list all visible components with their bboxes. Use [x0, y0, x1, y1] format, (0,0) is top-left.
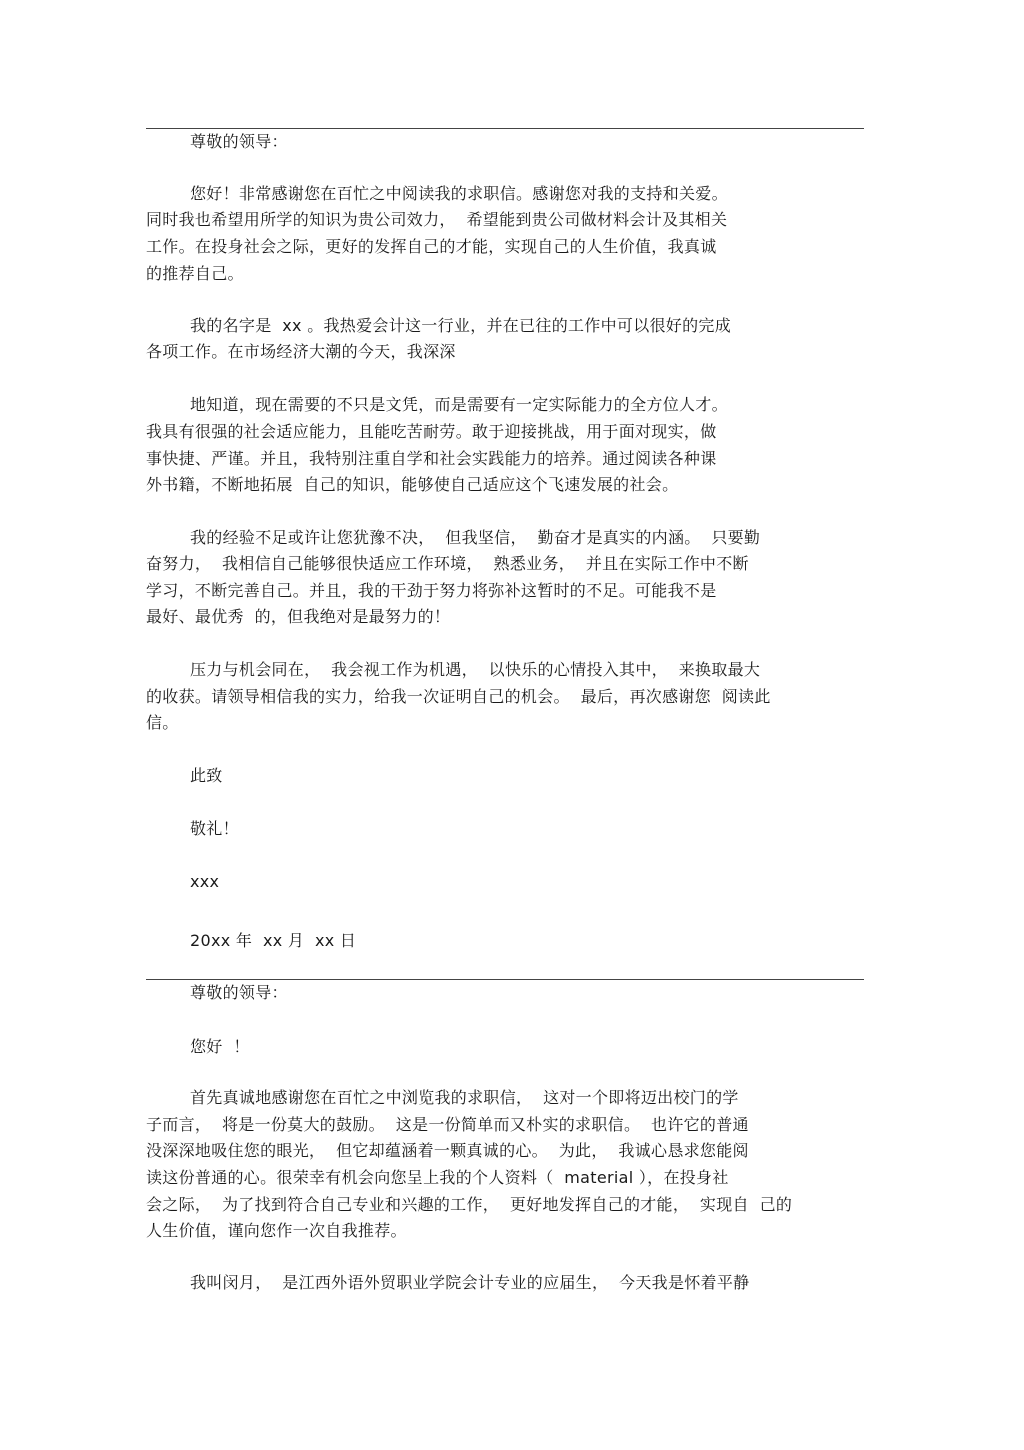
- letter1-p1-line2: 同时我也希望用所学的知识为贵公司效力， 希望能到贵公司做材料会计及其相关: [146, 210, 728, 229]
- letter1-p4-line2: 奋努力， 我相信自己能够很快适应工作环境， 熟悉业务， 并且在实际工作中不断: [146, 554, 749, 573]
- letter1-p5-line1: 压力与机会同在， 我会视工作为机遇， 以快乐的心情投入其中， 来换取最大: [190, 660, 761, 679]
- letter1-p5-line3: 信。: [146, 713, 179, 732]
- letter2-p2-line1: 我叫闵月， 是江西外语外贸职业学院会计专业的应届生， 今天我是怀着平静: [190, 1273, 750, 1292]
- letter1-p4-line3: 学习，不断完善自己。并且，我的干劲于努力将弥补这暂时的不足。可能我不是: [146, 581, 717, 600]
- letter1-p4-line1: 我的经验不足或许让您犹豫不决， 但我坚信， 勤奋才是真实的内涵。 只要勤: [190, 528, 761, 547]
- letter1-p3-line4: 外书籍，不断地拓展 自己的知识，能够使自己适应这个飞速发展的社会。: [146, 475, 679, 494]
- letter1-p3-line3: 事快捷、严谨。并且，我特别注重自学和社会实践能力的培养。通过阅读各种课: [146, 449, 717, 468]
- letter2-greeting: 您好 ！: [190, 1037, 250, 1056]
- letter2-p1-line4: 读这份普通的心。很荣幸有机会向您呈上我的个人资料（ material ），在投身社: [146, 1168, 729, 1187]
- top-divider: [146, 128, 864, 129]
- letter1-p3-line1: 地知道，现在需要的不只是文凭，而是需要有一定实际能力的全方位人才。: [190, 395, 728, 414]
- letter1-p2-line1: 我的名字是 xx 。我热爱会计这一行业，并在已往的工作中可以很好的完成: [190, 316, 731, 335]
- letter1-closing-jingli: 敬礼！: [190, 819, 239, 838]
- letter1-p5-line2: 的收获。请领导相信我的实力，给我一次证明自己的机会。 最后，再次感谢您 阅读此: [146, 687, 771, 706]
- letter2-p1-line5: 会之际， 为了找到符合自己专业和兴趣的工作， 更好地发挥自己的才能， 实现自 己的: [146, 1195, 793, 1214]
- letter1-p4-line4: 最好、最优秀 的，但我绝对是最努力的！: [146, 607, 451, 626]
- letter1-closing-zhizhi: 此致: [190, 766, 223, 785]
- letter2-p1-line3: 没深深地吸住您的眼光， 但它却蕴涵着一颗真诚的心。 为此， 我诚心恳求您能阅: [146, 1141, 749, 1160]
- letter1-p1-line4: 的推荐自己。: [146, 264, 244, 283]
- section-divider: [146, 979, 864, 980]
- letter2-p1-line6: 人生价值，谨向您作一次自我推荐。: [146, 1221, 407, 1240]
- letter1-signature: xxx: [190, 872, 220, 891]
- letter2-salutation: 尊敬的领导：: [190, 983, 288, 1002]
- letter1-p1-line1: 您好！非常感谢您在百忙之中阅读我的求职信。感谢您对我的支持和关爱。: [190, 184, 728, 203]
- letter1-date: 20xx 年 xx 月 xx 日: [190, 931, 357, 950]
- letter2-p1-line1: 首先真诚地感谢您在百忙之中浏览我的求职信， 这对一个即将迈出校门的学: [190, 1088, 739, 1107]
- letter1-p1-line3: 工作。在投身社会之际，更好的发挥自己的才能，实现自己的人生价值，我真诚: [146, 237, 717, 256]
- letter1-p2-line2: 各项工作。在市场经济大潮的今天，我深深: [146, 342, 456, 361]
- letter2-p1-line2: 子而言， 将是一份莫大的鼓励。 这是一份简单而又朴实的求职信。 也许它的普通: [146, 1115, 749, 1134]
- letter1-p3-line2: 我具有很强的社会适应能力，且能吃苦耐劳。敢于迎接挑战，用于面对现实，做: [146, 422, 717, 441]
- letter1-salutation: 尊敬的领导：: [190, 132, 288, 151]
